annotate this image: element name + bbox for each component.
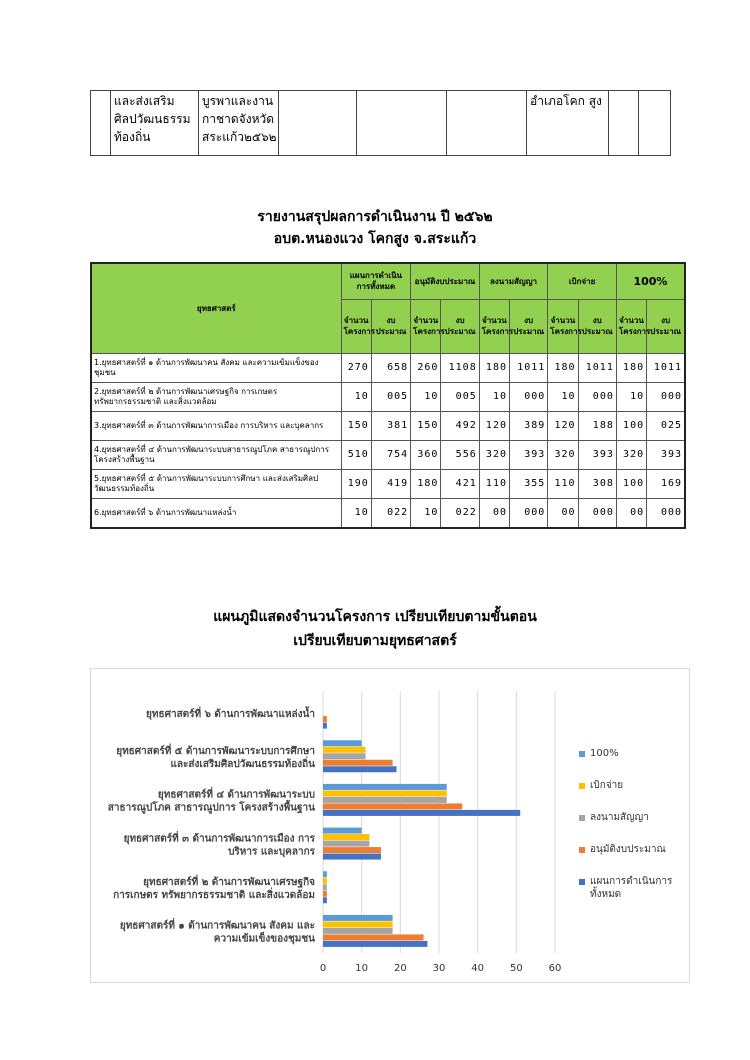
project-count-cell: 10	[411, 382, 441, 411]
project-count-cell: 00	[616, 498, 646, 528]
x-tick-label: 60	[548, 963, 562, 974]
category-label: ยุทธศาสตร์ที่ ๕ ด้านการพัฒนาระบบการศึกษา	[116, 746, 315, 757]
project-count-cell: 10	[548, 382, 578, 411]
budget-cell: 355	[509, 469, 547, 498]
legend-label: ลงนามสัญญา	[590, 812, 649, 823]
category-label: ยุทธศาสตร์ที่ ๔ ด้านการพัฒนาระบบ	[157, 789, 315, 801]
category-label: สาธารณูปโภค สาธารณูปการ โครงสร้างพื้นฐาน	[107, 802, 315, 814]
previous-page-table-fragment	[90, 90, 671, 156]
project-count-cell: 360	[411, 440, 441, 469]
bar	[323, 897, 327, 903]
budget-cell: 005	[441, 382, 479, 411]
legend-label: 100%	[590, 748, 619, 759]
bar	[323, 847, 381, 853]
bar	[323, 915, 393, 921]
x-tick-label: 40	[471, 963, 485, 974]
budget-cell: 658	[371, 353, 410, 382]
table-header-row	[91, 263, 685, 299]
budget-header: งบประมาณ	[441, 299, 479, 353]
bar	[323, 854, 381, 860]
strategy-name-cell: 5.ยุทธศาสตร์ที่ ๕ ด้านการพัฒนาระบบการศึกษา และส่งเสริมศิลปวัฒนธรรมท้องถิ่น	[91, 469, 341, 498]
budget-cell: 000	[578, 498, 616, 528]
strategy-header: ยุทธศาสตร์	[91, 263, 341, 353]
legend-swatch	[579, 847, 585, 853]
bar	[323, 828, 362, 834]
project-count-cell: 320	[479, 440, 509, 469]
fragment-cell: อำเภอโคก สูง	[527, 91, 609, 156]
x-tick-label: 10	[355, 963, 369, 974]
bar	[323, 784, 447, 790]
project-count-cell: 110	[479, 469, 509, 498]
fragment-cell	[91, 91, 111, 156]
fragment-cell: และส่งเสริม ศิลปวัฒนธรรม ท้องถิ่น	[111, 91, 199, 156]
table-row	[91, 353, 685, 382]
category-label: ความเข้มเข็งของชุมชน	[213, 933, 315, 945]
bar	[323, 921, 393, 927]
project-count-cell: 180	[479, 353, 509, 382]
project-count-cell: 00	[479, 498, 509, 528]
group-header: เบิกจ่าย	[548, 263, 617, 299]
project-count-cell: 260	[411, 353, 441, 382]
fragment-row	[91, 91, 671, 156]
count-header: จำนวนโครงการ	[341, 299, 371, 353]
count-header: จำนวนโครงการ	[548, 299, 578, 353]
strategy-name-cell: 3.ยุทธศาสตร์ที่ ๓ ด้านการพัฒนาการเมือง การบริหาร และบุคลากร	[91, 411, 341, 440]
fragment-cell	[447, 91, 527, 156]
project-count-cell: 180	[411, 469, 441, 498]
table-row	[91, 440, 685, 469]
project-count-cell: 10	[411, 498, 441, 528]
budget-cell: 556	[441, 440, 479, 469]
fragment-cell	[357, 91, 447, 156]
category-label: ยุทธศาสตร์ที่ ๒ ด้านการพัฒนาเศรษฐกิจ	[143, 877, 315, 888]
x-tick-label: 0	[319, 963, 327, 974]
fragment-cell	[639, 91, 671, 156]
budget-cell: 1011	[578, 353, 616, 382]
bar	[323, 723, 327, 729]
bar	[323, 891, 327, 897]
project-count-cell: 10	[341, 382, 371, 411]
project-count-cell: 150	[411, 411, 441, 440]
table-row	[91, 411, 685, 440]
budget-header: งบประมาณ	[509, 299, 547, 353]
budget-cell: 492	[441, 411, 479, 440]
bar	[323, 740, 362, 746]
count-header: จำนวนโครงการ	[616, 299, 646, 353]
bar	[323, 716, 327, 722]
project-count-cell: 100	[616, 411, 646, 440]
budget-cell: 169	[647, 469, 685, 498]
bar	[323, 928, 393, 934]
bar	[323, 760, 393, 766]
summary-table	[90, 262, 686, 529]
x-tick-label: 20	[393, 963, 407, 974]
category-label: ยุทธศาสตร์ที่ ๓ ด้านการพัฒนาการเมือง การ	[123, 833, 315, 845]
category-label: การเกษตร ทรัพยากรธรรมชาติ และสิ่งแวดล้อม	[113, 890, 315, 901]
bar	[323, 797, 447, 803]
budget-cell: 393	[578, 440, 616, 469]
budget-cell: 1108	[441, 353, 479, 382]
chart-legend	[579, 747, 687, 920]
budget-header: งบประมาณ	[578, 299, 616, 353]
project-count-cell: 270	[341, 353, 371, 382]
budget-cell: 1011	[647, 353, 685, 382]
budget-cell: 000	[509, 382, 547, 411]
project-count-cell: 190	[341, 469, 371, 498]
bar	[323, 884, 327, 890]
legend-item	[579, 843, 687, 856]
budget-cell: 421	[441, 469, 479, 498]
legend-swatch	[579, 815, 585, 821]
budget-cell: 188	[578, 411, 616, 440]
strategy-name-cell: 6.ยุทธศาสตร์ที่ ๖ ด้านการพัฒนาแหล่งน้ำ	[91, 498, 341, 528]
bar	[323, 810, 520, 816]
budget-cell: 389	[509, 411, 547, 440]
budget-cell: 000	[647, 498, 685, 528]
budget-cell: 1011	[509, 353, 547, 382]
bar	[323, 766, 396, 772]
bar	[323, 934, 424, 940]
x-tick-label: 50	[509, 963, 523, 974]
budget-cell: 025	[647, 411, 685, 440]
legend-item	[579, 811, 687, 824]
strategy-bar-chart	[90, 668, 690, 983]
category-label: ยุทธศาสตร์ที่ ๑ ด้านการพัฒนาคน สังคม และ	[119, 920, 315, 932]
group-header: 100%	[616, 263, 685, 299]
project-count-cell: 180	[548, 353, 578, 382]
fragment-cell	[609, 91, 639, 156]
category-label: และส่งเสริมศิลปวัฒนธรรมท้องถิ่น	[170, 759, 315, 770]
report-title: รายงานสรุปผลการดำเนินงาน ปี ๒๕๖๒	[257, 209, 493, 225]
project-count-cell: 120	[479, 411, 509, 440]
project-count-cell: 100	[616, 469, 646, 498]
project-count-cell: 120	[548, 411, 578, 440]
bar	[323, 878, 327, 884]
category-label: ยุทธศาสตร์ที่ ๖ ด้านการพัฒนาแหล่งน้ำ	[146, 708, 315, 720]
x-tick-label: 30	[432, 963, 446, 974]
budget-header: งบประมาณ	[647, 299, 685, 353]
strategy-name-cell: 1.ยุทธศาสตร์ที่ ๑ ด้านการพัฒนาคน สังคม และความเข้มแข็งของชุมชน	[91, 353, 341, 382]
legend-swatch	[579, 783, 585, 789]
bar	[323, 841, 369, 847]
legend-label: อนุมัติงบประมาณ	[590, 844, 666, 855]
project-count-cell: 00	[548, 498, 578, 528]
project-count-cell: 150	[341, 411, 371, 440]
table-row	[91, 498, 685, 528]
budget-cell: 393	[647, 440, 685, 469]
project-count-cell: 10	[616, 382, 646, 411]
budget-cell: 000	[578, 382, 616, 411]
table-row	[91, 382, 685, 411]
budget-cell: 308	[578, 469, 616, 498]
report-subtitle: อบต.หนองแวง โคกสูง จ.สระแก้ว	[273, 231, 477, 247]
fragment-cell	[279, 91, 357, 156]
budget-cell: 022	[441, 498, 479, 528]
project-count-cell: 10	[341, 498, 371, 528]
project-count-cell: 510	[341, 440, 371, 469]
count-header: จำนวนโครงการ	[479, 299, 509, 353]
budget-cell: 022	[371, 498, 410, 528]
legend-label: เบิกจ่าย	[590, 780, 624, 791]
project-count-cell: 320	[548, 440, 578, 469]
bar	[323, 803, 462, 809]
budget-cell: 393	[509, 440, 547, 469]
legend-swatch	[579, 879, 585, 885]
project-count-cell: 110	[548, 469, 578, 498]
legend-item	[579, 747, 687, 760]
project-count-cell: 320	[616, 440, 646, 469]
budget-cell: 381	[371, 411, 410, 440]
group-header: ลงนามสัญญา	[479, 263, 548, 299]
count-header: จำนวนโครงการ	[411, 299, 441, 353]
category-label: บริหาร และบุคลากร	[228, 846, 315, 858]
bar	[323, 871, 327, 877]
bar	[323, 753, 366, 759]
group-header: อนุมัติงบประมาณ	[411, 263, 480, 299]
chart-subtitle: เปรียบเทียบตามยุทธศาสตร์	[293, 633, 457, 649]
bar	[323, 834, 369, 840]
strategy-name-cell: 4.ยุทธศาสตร์ที่ ๔ ด้านการพัฒนาระบบสาธารณูปโภค สาธารณูปการ โครงสร้างพื้นฐาน	[91, 440, 341, 469]
strategy-name-cell: 2.ยุทธศาสตร์ที่ ๒ ด้านการพัฒนาเศรษฐกิจ การเกษตร ทรัพยากรธรรมชาติ และสิ่งแวดล้อม	[91, 382, 341, 411]
budget-cell: 754	[371, 440, 410, 469]
table-row	[91, 469, 685, 498]
group-header: แผนการดำเนินการทั้งหมด	[341, 263, 411, 299]
legend-swatch	[579, 751, 585, 757]
bar	[323, 941, 427, 947]
legend-label: แผนการดำเนินการ ทั้งหมด	[590, 876, 673, 900]
bar	[323, 747, 366, 753]
budget-cell: 000	[509, 498, 547, 528]
project-count-cell: 180	[616, 353, 646, 382]
chart-title: แผนภูมิแสดงจำนวนโครงการ เปรียบเทียบตามขั้นตอน	[213, 609, 537, 625]
budget-header: งบประมาณ	[371, 299, 410, 353]
budget-cell: 005	[371, 382, 410, 411]
fragment-cell: บูรพาและงาน กาชาดจังหวัด สระแก้ว๒๕๖๒	[199, 91, 279, 156]
budget-cell: 419	[371, 469, 410, 498]
project-count-cell: 10	[479, 382, 509, 411]
legend-item	[579, 875, 687, 901]
legend-item	[579, 779, 687, 792]
bar	[323, 790, 447, 796]
budget-cell: 000	[647, 382, 685, 411]
